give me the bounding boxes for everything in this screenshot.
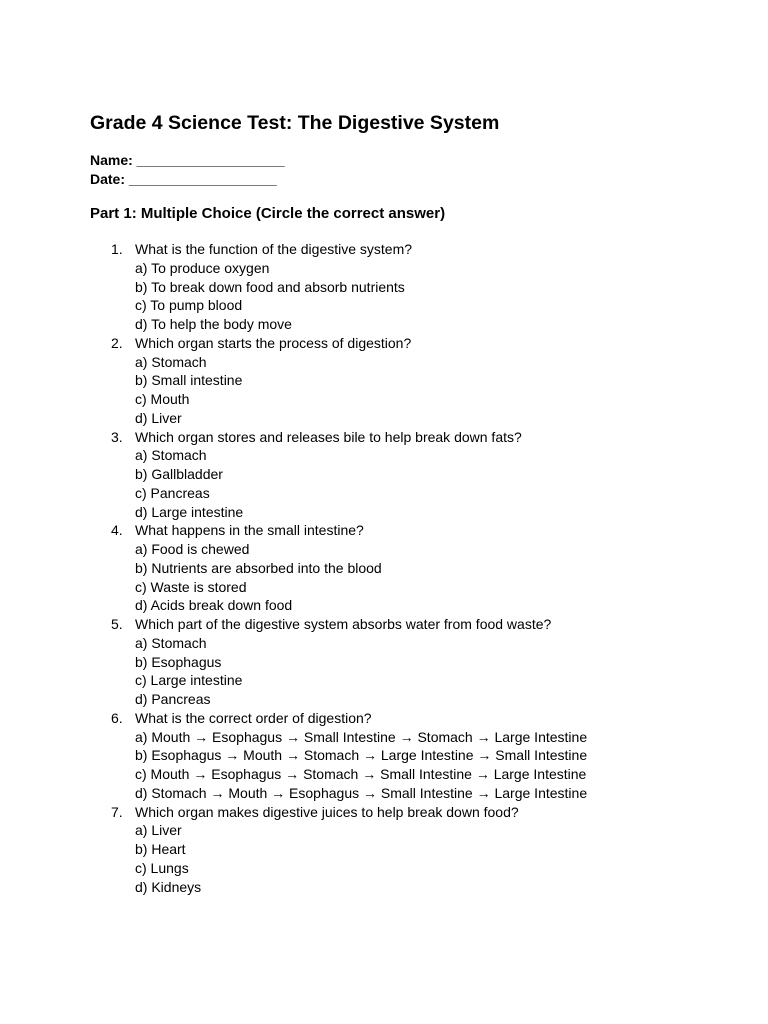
name-field: Name: ___________________: [90, 152, 285, 168]
answer-option: b) Esophagus → Mouth → Stomach → Large Intestine → Small Intestine: [135, 747, 588, 764]
question-list: [0, 240, 587, 896]
answer-option: c) To pump blood: [135, 297, 243, 314]
answer-option: b) Esophagus: [135, 653, 222, 670]
answer-option: c) Lungs: [135, 859, 189, 876]
answer-option: c) Pancreas: [135, 484, 210, 501]
question-text: What happens in the small intestine?: [135, 522, 364, 539]
answer-option: a) Stomach: [135, 447, 207, 464]
question-7: [0, 803, 587, 897]
answer-options: [0, 728, 587, 803]
question-text: What is the function of the digestive system?: [135, 241, 413, 257]
page-title: Grade 4 Science Test: The Digestive System: [90, 112, 500, 134]
answer-option: b) To break down food and absorb nutrients: [135, 278, 405, 295]
question-1: [0, 240, 587, 334]
date-field: Date: ___________________: [90, 171, 277, 187]
question-number: 6.: [111, 709, 123, 726]
question-number: 2.: [111, 334, 123, 351]
answer-option: c) Waste is stored: [135, 578, 247, 595]
question-4: [0, 521, 587, 615]
answer-option: a) To produce oxygen: [135, 259, 270, 276]
question-text: Which organ makes digestive juices to help break down food?: [135, 803, 519, 820]
answer-option: a) Food is chewed: [135, 541, 250, 557]
answer-option: a) Stomach: [135, 353, 207, 370]
question-text: Which part of the digestive system absorbs water from food waste?: [135, 616, 552, 632]
part-1-heading: Part 1: Multiple Choice (Circle the correct answer): [90, 205, 446, 222]
question-number: 5.: [111, 616, 123, 632]
question-2: [0, 334, 587, 428]
answer-option: c) Mouth: [135, 391, 190, 407]
question-text: Which organ stores and releases bile to help break down fats?: [135, 428, 522, 445]
answer-option: d) Liver: [135, 409, 182, 426]
answer-option: b) Small intestine: [135, 372, 243, 389]
answer-option: a) Liver: [135, 822, 182, 839]
answer-option: c) Mouth → Esophagus → Stomach → Small Intestine → Large Intestine: [135, 766, 587, 782]
answer-option: d) Acids break down food: [135, 597, 293, 614]
answer-option: b) Heart: [135, 841, 186, 857]
answer-options: [0, 821, 587, 896]
answer-option: d) Pancreas: [135, 691, 211, 707]
question-number: 1.: [111, 241, 123, 257]
answer-options: [0, 353, 587, 428]
question-text: Which organ starts the process of digestion?: [135, 334, 412, 351]
answer-options: [0, 259, 587, 334]
answer-option: a) Stomach: [135, 634, 207, 651]
answer-option: b) Nutrients are absorbed into the blood: [135, 559, 382, 576]
question-5: [0, 615, 587, 709]
question-text: What is the correct order of digestion?: [135, 709, 372, 726]
question-6: [0, 709, 587, 803]
answer-options: [0, 540, 587, 615]
answer-option: a) Mouth → Esophagus → Small Intestine → Stomach → Large Intestine: [135, 728, 588, 745]
answer-option: d) Stomach → Mouth → Esophagus → Small Intestine → Large Intestine: [135, 784, 588, 801]
question-number: 4.: [111, 522, 123, 539]
question-number: 3.: [111, 428, 123, 445]
answer-option: d) Large intestine: [135, 503, 244, 520]
answer-option: b) Gallbladder: [135, 466, 223, 482]
answer-option: d) Kidneys: [135, 878, 202, 895]
answer-options: [0, 634, 587, 709]
answer-options: [0, 446, 587, 521]
answer-option: d) To help the body move: [135, 316, 292, 332]
answer-option: c) Large intestine: [135, 672, 243, 689]
question-number: 7.: [111, 803, 123, 820]
question-3: [0, 428, 587, 522]
